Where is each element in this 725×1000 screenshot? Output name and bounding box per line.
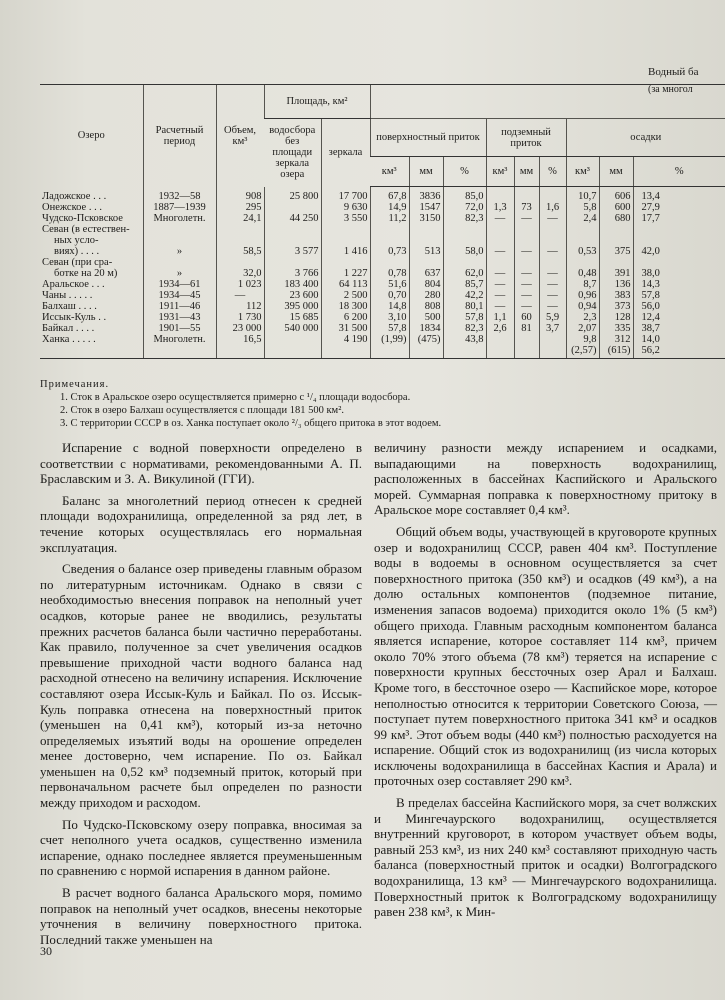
water-balance-table [40, 84, 725, 359]
cell-precip-pct: 56,2 [633, 345, 725, 359]
unit-underground-km3: км³ [486, 157, 514, 187]
cell-surface-pct: 43,8 [443, 334, 486, 345]
cell-lake: виях) . . . . [54, 246, 100, 257]
header-period: Расчетный период [143, 85, 216, 187]
cell-precip-mm: 128 [599, 312, 633, 323]
cell-volume [216, 224, 264, 235]
cell-precip-mm: 600 [599, 202, 633, 213]
table-row [40, 345, 725, 359]
cell-underground-pct [539, 257, 566, 268]
cell-underground-mm [514, 235, 539, 246]
cell-catchment: 3 577 [264, 246, 321, 257]
cell-period: 1932—58 [143, 187, 216, 203]
cell-underground-km3 [486, 334, 514, 345]
cell-precip-mm: 391 [599, 268, 633, 279]
cell-underground-mm: 73 [514, 202, 539, 213]
cell-lake: Онежское . . . [42, 202, 102, 213]
cell-underground-km3 [486, 235, 514, 246]
cell-catchment [264, 202, 321, 213]
cell-underground-km3: — [486, 279, 514, 290]
cell-period: 1931—43 [143, 312, 216, 323]
cell-period: » [143, 246, 216, 257]
cell-lake: Балхаш . . . . [42, 301, 97, 312]
cell-mirror [321, 345, 370, 359]
cell-precip-pct: 38,0 [633, 268, 725, 279]
cell-volume: 295 [216, 202, 264, 213]
cell-precip-mm [599, 224, 633, 235]
cell-period: » [143, 268, 216, 279]
cell-surface-km3: 14,9 [370, 202, 409, 213]
cell-mirror: 31 500 [321, 323, 370, 334]
unit-underground-pct: % [539, 157, 566, 187]
cell-volume: 16,5 [216, 334, 264, 345]
cell-period: 1901—55 [143, 323, 216, 334]
cell-precip-km3: 2,07 [566, 323, 599, 334]
cell-precip-km3: 0,96 [566, 290, 599, 301]
cell-precip-pct: 56,0 [633, 301, 725, 312]
cell-catchment [264, 257, 321, 268]
cell-surface-km3: 57,8 [370, 323, 409, 334]
paragraph: В пределах бассейна Каспийского моря, за счет волжских и Мингечаурского водохранилищ, осуществляется внутренний круговорот, в котором участвует объем воды, равный 253 км³, из них 240 км³ составляют приходную часть баланса (поверхностный приток и осадки) Волгоградского водохранилища, 13 км³ — Мингечаурского водохранилища. Поверхностный приток к Волгоградскому водохранилищу равен 238 км³, к Мин- [374, 795, 717, 920]
cell-precip-pct [633, 224, 725, 235]
table-row [40, 235, 725, 246]
cell-surface-mm: 804 [409, 279, 443, 290]
header-volume: Объем, км³ [216, 85, 264, 187]
cell-mirror: 9 630 [321, 202, 370, 213]
cell-underground-pct [539, 235, 566, 246]
notes-title: Примечания. [40, 379, 110, 390]
table-row [40, 268, 725, 279]
cell-mirror: 17 700 [321, 187, 370, 203]
header-catchment: водосбора без площади зеркала озера [269, 125, 316, 181]
paragraph: В расчет водного баланса Аральского моря, помимо поправок на неполный учет осадков, внесены некоторые уточнения в величину поверхностного притока. Последний также уменьшен на [40, 885, 362, 947]
cell-underground-mm: — [514, 301, 539, 312]
cell-lake: ных усло- [54, 235, 99, 246]
cell-lake: Ладожское . . . [42, 191, 107, 202]
cell-period [143, 224, 216, 235]
cell-underground-mm: 81 [514, 323, 539, 334]
cell-volume: 23 000 [216, 323, 264, 334]
cell-precip-mm: 680 [599, 213, 633, 224]
cell-mirror: 1 227 [321, 268, 370, 279]
cell-underground-mm [514, 224, 539, 235]
cell-mirror [321, 257, 370, 268]
cell-lake: Чудско-Псковское [42, 213, 123, 224]
cell-precip-mm: 606 [599, 187, 633, 203]
table-row [40, 213, 725, 224]
cell-lake [40, 345, 143, 359]
cell-surface-km3 [370, 235, 409, 246]
cell-surface-mm [409, 235, 443, 246]
cell-catchment: 44 250 [264, 213, 321, 224]
cell-surface-mm: (475) [409, 334, 443, 345]
cell-precip-km3: 2,3 [566, 312, 599, 323]
cell-volume [216, 257, 264, 268]
cell-underground-pct: — [539, 301, 566, 312]
cell-surface-mm [409, 224, 443, 235]
cell-underground-mm: 60 [514, 312, 539, 323]
table-row [40, 334, 725, 345]
cell-volume: 24,1 [216, 213, 264, 224]
cell-mirror: 64 113 [321, 279, 370, 290]
cell-underground-mm: — [514, 246, 539, 257]
cell-surface-km3: (1,99) [370, 334, 409, 345]
cell-catchment: 183 400 [264, 279, 321, 290]
cell-precip-km3: 2,4 [566, 213, 599, 224]
cell-underground-pct: — [539, 290, 566, 301]
cell-surface-km3: 3,10 [370, 312, 409, 323]
header-precipitation: осадки [566, 119, 725, 157]
table-row [40, 290, 725, 301]
cell-surface-mm: 3836 [409, 187, 443, 203]
cell-surface-km3: 67,8 [370, 187, 409, 203]
cell-volume: 1 730 [216, 312, 264, 323]
cell-surface-km3: 11,2 [370, 213, 409, 224]
cell-precip-km3: 0,94 [566, 301, 599, 312]
table-row [40, 323, 725, 334]
cell-lake: Аральское . . . [42, 279, 105, 290]
cell-underground-km3 [486, 257, 514, 268]
cell-surface-km3: 0,70 [370, 290, 409, 301]
header-lake: Озеро [40, 85, 143, 187]
cell-surface-mm [409, 257, 443, 268]
cell-underground-mm: — [514, 290, 539, 301]
text-column-right [374, 440, 717, 926]
cell-underground-km3: — [486, 268, 514, 279]
cell-precip-pct: 27,9 [633, 202, 725, 213]
cell-underground-pct [539, 224, 566, 235]
cell-period: Многолетн. [143, 213, 216, 224]
paragraph: величину разности между испарением и осадками, выпадающими на поверхность водохранилищ, расположенных в бассейнах Каспийского и Аральского морей. Суммарная поправка к поверхностному притоку в Аральское море составляет 0,4 км³. [374, 440, 717, 518]
cell-precip-km3: 8,7 [566, 279, 599, 290]
cell-underground-mm [514, 187, 539, 203]
table-row [40, 301, 725, 312]
unit-precip-mm: мм [599, 157, 633, 187]
cell-underground-km3: — [486, 290, 514, 301]
cell-underground-mm: — [514, 279, 539, 290]
cell-precip-km3: 0,53 [566, 246, 599, 257]
cell-surface-mm: 500 [409, 312, 443, 323]
table-row [40, 257, 725, 268]
paragraph: Сведения о балансе озер приведены главным образом по литературным источникам. Однако в связи с необходимостью внесения поправок на неполный учет осадков, которые ранее не вводились, результаты прежних расчетов баланса были частично переработаны. Как правило, полученное за счет увеличения осадков превышение приходной части водного баланса над расходной отнесено на величину испарения. Исключение составляют озера Иссык-Куль и Байкал. По оз. Иссык-Куль поправка отнесена на поверхностный приток (уменьшен на 0,41 км³), который из-за неточно определяемых изъятий воды на орошение определен менее достоверно, чем испарение. По оз. Байкал уменьшен на 0,52 км³ подземный приток, который при первоначальном расчете был определен по разности между приходом и расходом. [40, 561, 362, 811]
paragraph: Испарение с водной поверхности определено в соответствии с нормативами, рекомендованными А. П. Браславским и З. А. Викулиной (ГГИ). [40, 440, 362, 487]
cell-catchment: 23 600 [264, 290, 321, 301]
cell-volume [216, 235, 264, 246]
table-row [40, 312, 725, 323]
cell-catchment: 540 000 [264, 323, 321, 334]
table-notes [40, 378, 720, 430]
cell-surface-pct [443, 257, 486, 268]
cell-precip-pct: 57,8 [633, 290, 725, 301]
cell-underground-km3: — [486, 213, 514, 224]
cell-mirror [321, 224, 370, 235]
cell-underground-pct: — [539, 246, 566, 257]
cell-underground-pct: — [539, 213, 566, 224]
cell-underground-km3 [486, 345, 514, 359]
unit-surface-mm: мм [409, 157, 443, 187]
cell-volume: 32,0 [216, 268, 264, 279]
cell-precip-km3 [566, 257, 599, 268]
cell-lake: ботке на 20 м) [54, 268, 118, 279]
cell-underground-pct: — [539, 279, 566, 290]
unit-surface-km3: км³ [370, 157, 409, 187]
cell-precip-km3: 0,48 [566, 268, 599, 279]
cell-surface-pct: 58,0 [443, 246, 486, 257]
cell-surface-pct [443, 224, 486, 235]
cell-surface-km3: 0,73 [370, 246, 409, 257]
cell-mirror: 6 200 [321, 312, 370, 323]
cell-underground-km3 [486, 187, 514, 203]
cell-precip-mm: 312 [599, 334, 633, 345]
cell-lake: Чаны . . . . . [42, 290, 93, 301]
cell-surface-pct [443, 235, 486, 246]
cell-precip-mm: 136 [599, 279, 633, 290]
cell-catchment [264, 224, 321, 235]
cell-precip-mm: 375 [599, 246, 633, 257]
header-underground-inflow: подземный приток [486, 119, 566, 157]
cell-surface-mm [409, 345, 443, 359]
cell-underground-km3: 2,6 [486, 323, 514, 334]
cell-surface-mm: 1834 [409, 323, 443, 334]
cell-period [143, 235, 216, 246]
cell-volume: 112 [216, 301, 264, 312]
cell-surface-pct: 80,1 [443, 301, 486, 312]
cell-underground-pct [539, 187, 566, 203]
cell-precip-pct: 14,0 [633, 334, 725, 345]
cell-period [143, 257, 216, 268]
cell-lake: Иссык-Куль . . [42, 312, 107, 323]
cell-surface-pct: 82,3 [443, 323, 486, 334]
cell-underground-mm [514, 257, 539, 268]
cell-catchment: 395 000 [264, 301, 321, 312]
cell-precip-pct: 13,4 [633, 187, 725, 203]
cell-surface-km3 [370, 257, 409, 268]
cell-period [143, 345, 216, 359]
cell-surface-mm: 1547 [409, 202, 443, 213]
cell-period: 1911—46 [143, 301, 216, 312]
cell-surface-mm: 637 [409, 268, 443, 279]
cell-precip-km3: 5,8 [566, 202, 599, 213]
cell-surface-mm: 808 [409, 301, 443, 312]
unit-surface-pct: % [443, 157, 486, 187]
cell-underground-km3 [486, 224, 514, 235]
cell-underground-mm: — [514, 213, 539, 224]
cell-precip-pct: 12,4 [633, 312, 725, 323]
cell-precip-pct: 42,0 [633, 246, 725, 257]
cell-volume: 908 [216, 187, 264, 203]
cell-surface-pct: 62,0 [443, 268, 486, 279]
cell-underground-km3: — [486, 246, 514, 257]
cell-precip-km3: 9,8 [566, 334, 599, 345]
table-title: Водный ба [648, 66, 699, 78]
cell-surface-km3: 14,8 [370, 301, 409, 312]
page-number: 30 [40, 944, 52, 958]
cell-underground-km3: 1,1 [486, 312, 514, 323]
cell-surface-pct: 57,8 [443, 312, 486, 323]
cell-precip-mm: 335 [599, 323, 633, 334]
cell-mirror: 2 500 [321, 290, 370, 301]
cell-lake: Ханка . . . . . [42, 334, 96, 345]
cell-mirror: 4 190 [321, 334, 370, 345]
cell-surface-pct: 82,3 [443, 213, 486, 224]
cell-surface-mm: 3150 [409, 213, 443, 224]
note-item: 1. Сток в Аральское озеро осуществляется примерно с ¹/₄ площади водосбора. [60, 392, 411, 403]
cell-lake: Севан (в естествен- [42, 224, 130, 235]
note-item: 2. Сток в озеро Балхаш осуществляется с площади 181 500 км². [60, 405, 344, 416]
text-column-left [40, 440, 362, 953]
cell-underground-pct: 3,7 [539, 323, 566, 334]
paragraph: Баланс за многолетний период отнесен к средней площади водохранилища, определенной за ряд лет, в течение которых осуществлялась его нормальная эксплуатация. [40, 492, 362, 555]
header-surface-inflow: поверхностный приток [370, 119, 486, 157]
cell-precip-mm: (615) [599, 345, 633, 359]
cell-mirror [321, 235, 370, 246]
cell-mirror: 1 416 [321, 246, 370, 257]
cell-underground-km3: 1,3 [486, 202, 514, 213]
cell-catchment: 25 800 [264, 187, 321, 203]
cell-precip-mm [599, 235, 633, 246]
table-row [40, 202, 725, 213]
cell-surface-km3: 51,6 [370, 279, 409, 290]
cell-mirror: 3 550 [321, 213, 370, 224]
cell-period: 1887—1939 [143, 202, 216, 213]
unit-precip-pct: % [633, 157, 725, 187]
cell-surface-mm: 513 [409, 246, 443, 257]
cell-volume: 1 023 [216, 279, 264, 290]
cell-catchment: 15 685 [264, 312, 321, 323]
cell-surface-pct: 42,2 [443, 290, 486, 301]
cell-precip-pct: 38,7 [633, 323, 725, 334]
cell-volume [216, 345, 264, 359]
cell-precip-km3 [566, 235, 599, 246]
cell-period: 1934—45 [143, 290, 216, 301]
cell-surface-pct: 72,0 [443, 202, 486, 213]
cell-precip-km3: (2,57) [566, 345, 599, 359]
cell-underground-mm [514, 345, 539, 359]
cell-precip-km3: 10,7 [566, 187, 599, 203]
cell-precip-pct [633, 257, 725, 268]
cell-surface-pct: 85,7 [443, 279, 486, 290]
cell-underground-pct: — [539, 268, 566, 279]
cell-surface-km3: 0,78 [370, 268, 409, 279]
cell-volume: — [216, 290, 264, 301]
cell-underground-mm [514, 334, 539, 345]
cell-precip-mm [599, 257, 633, 268]
cell-surface-km3 [370, 224, 409, 235]
cell-underground-pct: 1,6 [539, 202, 566, 213]
table-row [40, 246, 725, 257]
unit-underground-mm: мм [514, 157, 539, 187]
cell-surface-mm: 280 [409, 290, 443, 301]
cell-precip-mm: 373 [599, 301, 633, 312]
cell-catchment [264, 235, 321, 246]
cell-volume: 58,5 [216, 246, 264, 257]
cell-surface-pct: 85,0 [443, 187, 486, 203]
cell-precip-pct: 17,7 [633, 213, 725, 224]
header-area: Площадь, км² [264, 85, 370, 119]
cell-underground-pct: 5,9 [539, 312, 566, 323]
note-item: 3. С территории СССР в оз. Ханка поступает около ²/₃ общего притока в этот водоем. [60, 418, 442, 429]
paragraph: Общий объем воды, участвующей в круговороте крупных озер и водохранилищ СССР, равен 404 км³. Поступление воды в водоемы в основном осуществляется за счет поверхностного притока (350 км³) и осадков (49 км³), а на долю остальных компонентов (подземное питание, изменения запасов водоема) приходится около 1% (5 км³) общего прихода. Главным расходным компонентом баланса является испарение, которое составляет 114 км³, причем около 70% этого объема (78 км³) теряется на испарение с поверхности крупных бессточных озер Арал и Балхаш. Кроме того, в бессточное озеро — Каспийское море, которое неполностью относится к территории Советского Союза, — поступает путем поверхностного притока 341 км³ и осадков 99 км³. Этот объем воды (440 км³) полностью расходуется на испарение. Общий сток из водохранилищ (из числа которых исключены водохранилища в бассейнах Каспия и Арала) и проточных озер составляет 290 км³. [374, 523, 717, 789]
cell-catchment: 3 766 [264, 268, 321, 279]
cell-precip-pct: 14,3 [633, 279, 725, 290]
cell-period: 1934—61 [143, 279, 216, 290]
header-income [370, 85, 725, 119]
cell-surface-pct [443, 345, 486, 359]
cell-surface-km3 [370, 345, 409, 359]
cell-period: Многолетн. [143, 334, 216, 345]
table-row [40, 187, 725, 203]
cell-underground-pct [539, 334, 566, 345]
cell-catchment [264, 334, 321, 345]
cell-underground-km3: — [486, 301, 514, 312]
table-row [40, 279, 725, 290]
paragraph: По Чудско-Псковскому озеру поправка, вносимая за счет неполного учета осадков, существенно изменила испарение, однако последнее является преуменьшенным по сравнению с нормой испарения в данном районе. [40, 816, 362, 879]
table-row [40, 224, 725, 235]
unit-precip-km3: км³ [566, 157, 599, 187]
cell-underground-mm: — [514, 268, 539, 279]
cell-precip-pct [633, 235, 725, 246]
header-mirror: зеркала [321, 119, 370, 187]
cell-precip-mm: 383 [599, 290, 633, 301]
cell-lake: Байкал . . . . [42, 323, 95, 334]
cell-catchment [264, 345, 321, 359]
cell-mirror: 18 300 [321, 301, 370, 312]
cell-precip-km3 [566, 224, 599, 235]
cell-underground-pct [539, 345, 566, 359]
cell-lake: Севан (при сра- [42, 257, 113, 268]
table-subtitle: (за многол [648, 84, 693, 95]
